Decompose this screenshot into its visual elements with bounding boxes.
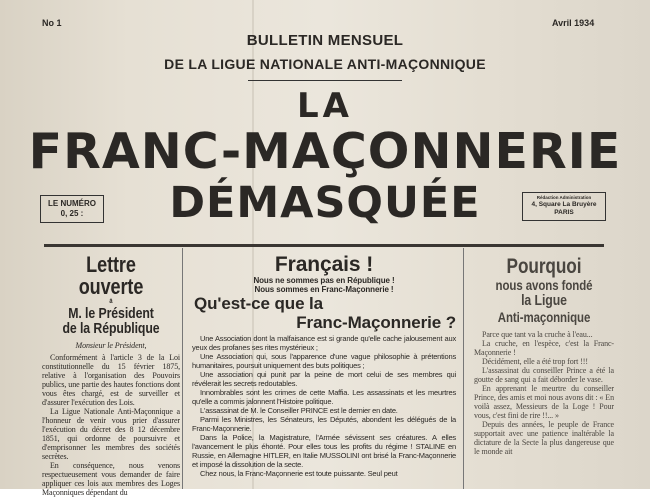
masthead-line1: BULLETIN MENSUEL	[246, 32, 404, 49]
issue-number: No 1	[42, 18, 62, 28]
paragraph: Dans la Police, la Magistrature, l'Armée sévissent ses créatures. A elles l'avancement le plus éhonté. Pour elles tous les profits du régime ! STALINE en Russie, en Allemagne HITLER, en Italie MUSSOLINI ont brisé la Franc-Maçonnerie et imposé la dissolution de la secte.	[192, 433, 456, 469]
address-box	[522, 192, 606, 221]
paragraph: En apprenant le meurtre du conseiller Prince, des amis et moi nous avons dit : « En voilà assez, Messieurs de la Loge ! Pour vous, c'est fini de rire !!... »	[474, 384, 614, 420]
column-divider	[182, 248, 183, 489]
price-label: LE NUMÉRO	[48, 199, 96, 208]
paragraph: Une Association qui, sous l'apparence d'une vague philosophie à prétentions humanitaires, poursuit uniquement des buts politiques ;	[192, 352, 456, 370]
question-line2: Franc-Maçonnerie ?	[296, 313, 456, 332]
paragraph: Une Association dont la malfaisance est si grande qu'elle cache jalousement aux yeux des profanes ses rites mystérieux ;	[192, 334, 456, 352]
paragraph: Chez nous, la Franc-Maçonnerie est toute puissante. Seul peut	[200, 469, 398, 478]
paragraph: Une association qui punit par la peine de mort celui de ses membres qui révélerait les secrets redoutables.	[192, 370, 456, 388]
paragraph: La Ligue Nationale Anti-Maçonnique a l'honneur de venir vous prier d'assurer l'exécution du décret des 8 12 décembre 1851, qui ordonne de poursuivre et d'emprisonner les membres des sociétés secrètes.	[42, 407, 180, 461]
salutation: Monsieur le Président,	[75, 341, 147, 350]
paragraph: L'assassinat de M. le Conseiller PRINCE est le dernier en date.	[200, 406, 398, 415]
price-box	[40, 195, 104, 223]
paragraph: Innombrables sont les crimes de cette Maffia. Les assassinats et les meurtres qu'elle a commis jalonnent l'Histoire politique.	[192, 388, 456, 406]
masthead-rule	[248, 80, 402, 81]
article-title-a: à	[109, 298, 113, 305]
article-subtitle: M. le Président	[68, 305, 154, 322]
article-subtitle: de la République	[62, 320, 160, 337]
masthead-line2: DE LA LIGUE NATIONALE ANTI-MAÇONNIQUE	[164, 56, 486, 72]
paragraph: Depuis des années, le peuple de France supportait avec une patience inaltérable la dictature de la Secte la plus dangereuse que le monde ait	[474, 420, 614, 456]
article-subtitle: la Ligue	[521, 292, 567, 309]
price-value: 0, 25 :	[60, 209, 84, 218]
address-street: 4, Square La Bruyère	[531, 201, 597, 208]
paragraph: L'assassinat du conseiller Prince a été la goutte de sang qui a fait déborder le vase.	[474, 366, 614, 384]
address-label: Rédaction Administration	[536, 195, 592, 200]
address-city: PARIS	[554, 209, 574, 216]
header-rule	[44, 244, 604, 247]
paragraph: Conformément à l'article 3 de la Loi constitutionnelle du 15 février 1875, relative à l'organisation des Pouvoirs publics, une partie des hautes fonctions dont vous êtes chargé, est de surveiller et d'assurer l'exécution des Lois.	[42, 353, 180, 407]
question-line1: Qu'est-ce que la	[194, 294, 324, 313]
article-subtitle: Nous sommes en Franc-Maçonnerie !	[254, 285, 394, 294]
article-title: Pourquoi	[506, 255, 582, 278]
paragraph: En conséquence, nous venons respectueusement vous demander de faire appliquer ces lois aux membres des Loges Maçonniques dépendant du	[42, 461, 180, 497]
paragraph: Parce que tant va la cruche à l'eau...	[482, 330, 593, 339]
issue-date: Avril 1934	[552, 18, 595, 28]
article-subtitle: Nous ne sommes pas en République !	[253, 276, 395, 285]
title-main: FRANC-MAÇONNERIE	[28, 123, 622, 180]
pourquoi-article	[474, 250, 614, 456]
article-title: Lettre ouverte	[78, 252, 144, 299]
paragraph: Parmi les Ministres, les Sénateurs, les Députés, abondent les délégués de la Franc-Maçonnerie.	[192, 415, 456, 433]
paragraph: Décidément, elle a été trop fort !!!	[482, 357, 588, 366]
article-subtitle: nous avons fondé	[495, 277, 593, 293]
column-divider	[463, 248, 464, 489]
article-subtitle: Anti-maçonnique	[497, 309, 591, 325]
francais-article	[192, 250, 456, 478]
title-la: LA	[297, 86, 353, 126]
article-title: Français !	[274, 253, 374, 276]
paragraph: La cruche, en l'espèce, c'est la Franc-Maçonnerie !	[474, 339, 614, 357]
title-sub: DÉMASQUÉE	[169, 178, 481, 228]
open-letter-article	[42, 250, 180, 497]
